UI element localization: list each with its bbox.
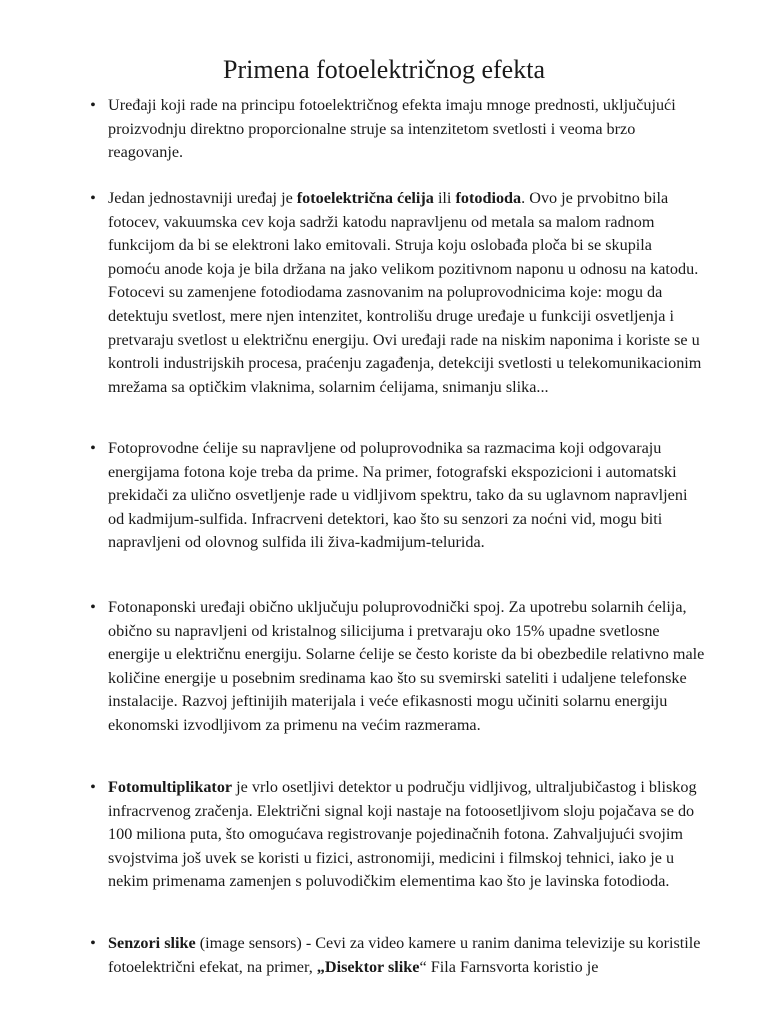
list-item	[90, 932, 706, 979]
list-item	[90, 596, 706, 738]
bold-term: Senzori slike	[108, 934, 196, 952]
bullet-icon: •	[90, 439, 96, 457]
bullet-icon: •	[90, 934, 96, 952]
bold-term: „Disektor slike	[316, 957, 420, 976]
bullet-icon: •	[90, 598, 96, 616]
paragraph-text: Fotoprovodne ćelije su napravljene od poluprovodnika sa razmacima koji odgovaraju energijama fotona koje treba da prime. Na primer, fotografski ekspozicioni i automatski prekidači za ulično osvetljenje rade u vidljivom spektru, tako da su uglavnom napravljeni od kadmijum-sulfida. Infracrveni detektori, kao što su senzori za noćni vid, mogu biti napravljeni od olovnog sulfida ili živa-kadmijum-telurida.	[108, 439, 688, 552]
bullet-icon: •	[90, 189, 96, 207]
paragraph-text: . Ovo je prvobitno bila fotocev, vakuumska cev koja sadrži katodu napravljenu od metala sa malom radnom funkcijom da bi se elektroni lako emitovali. Struja koju oslobađa ploča bi se skupila pomoću anode koja je bila držana na jako velikom pozitivnom naponu u odnosu na katodu. Fotocevi su zamenjene fotodiodama zasnovanim na poluprovodnicima koje: mogu da detektuju svetlost, mere njen intenzitet, kontrolišu druge uređaje u funkciji osvetljenja i pretvaraju svetlost u električnu energiju. Ovi uređaji rade na niskim naponima i koriste se u kontroli industrijskih procesa, praćenju zagađenja, detekciji svetlosti u telekomunikacionim mrežama sa optičkim vlaknima, solarnim ćelijama, snimanju slika...	[108, 189, 702, 396]
paragraph-text: Fotonaponski uređaji obično uključuju poluprovodnički spoj. Za upotrebu solarnih ćelija, obično su napravljeni od kristalnog silicijuma i pretvaraju oko 15% upadne svetlosne energije u električnu energiju. Solarne ćelije se često koriste da bi obezbedile relativno male količine energije u posebnim sredinama kao što su svemirski sateliti i udaljene telefonske instalacije. Razvoj jeftinijih materijala i veće efikasnosti mogu učiniti solarnu energiju ekonomski izvodljivom za primenu na većim razmerama.	[108, 598, 705, 734]
bold-term: Fotomultiplikator	[108, 778, 233, 796]
paragraph-text: Uređaji koji rade na principu fotoelektričnog efekta imaju mnoge prednosti, uključujući proizvodnju direktno proporcionalne struje sa intenzitetom svetlosti i veoma brzo reagovanje.	[108, 96, 676, 162]
bold-term: fotodioda	[455, 189, 522, 207]
list-item	[90, 437, 706, 555]
paragraph-text: Jedan jednostavniji uređaj je	[108, 189, 297, 207]
paragraph-text: (image sensors) - Cevi za video kamere u ranim danima televizije su koristile fotoelektrični efekat, na primer,	[108, 934, 701, 976]
paragraph-text: ili	[433, 189, 456, 207]
list-item	[90, 94, 706, 165]
paragraph-text: “ Fila Farnsvorta koristio je	[419, 957, 599, 976]
bullet-icon: •	[90, 778, 96, 796]
page-title: Primena fotoelektričnog efekta	[223, 55, 545, 84]
bold-term: fotoelektrična ćelija	[296, 189, 434, 207]
paragraph-text: je vrlo osetljivi detektor u području vidljivog, ultraljubičastog i bliskog infracrvenog zračenja. Električni signal koji nastaje na fotoosetljivom sloju pojačava se do 100 miliona puta, što omogućava registrovanje pojedinačnih fotona. Zahvaljujući svojim svojstvima još uvek se koristi u fizici, astronomiji, medicini i filmskoj tehnici, iako je u nekim primenama zamenjen s poluvodičkim elementima kao što je lavinska fotodioda.	[108, 778, 697, 891]
list-item	[90, 187, 706, 399]
list-item	[90, 776, 706, 894]
bullet-icon: •	[90, 96, 96, 114]
